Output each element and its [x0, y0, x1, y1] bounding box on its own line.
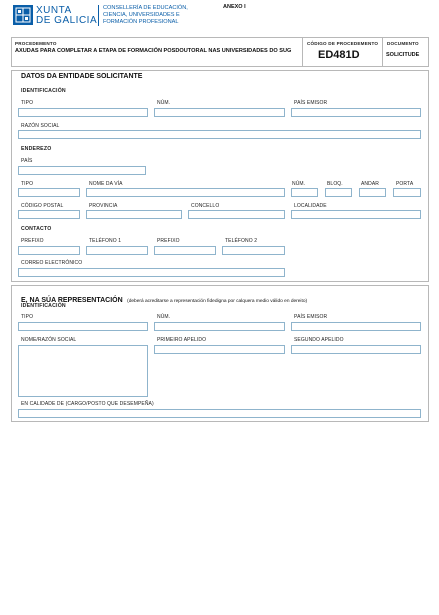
entity-pais-emisor-label: PAÍS EMISOR [294, 100, 328, 106]
procedure-divider-1 [302, 37, 303, 67]
localidade-field[interactable] [291, 210, 421, 219]
tipo-via-field[interactable] [18, 188, 80, 197]
document-type: SOLICITUDE [386, 52, 420, 58]
nome-via-field[interactable] [86, 188, 285, 197]
rep-pais-emisor-field[interactable] [291, 322, 421, 331]
num-via-label: NÚM. [292, 181, 306, 187]
xunta-logo [13, 5, 33, 25]
pais-label: PAÍS [21, 158, 33, 164]
entity-num-field[interactable] [154, 108, 285, 117]
department-line2: CIENCIA, UNIVERSIDADES E [103, 12, 180, 18]
brand-name-line2: DE GALICIA [36, 15, 98, 26]
prefixo2-label: PREFIXO [157, 238, 180, 244]
prefixo1-label: PREFIXO [21, 238, 44, 244]
porta-field[interactable] [393, 188, 421, 197]
rep-num-field[interactable] [154, 322, 285, 331]
telefono1-label: TELÉFONO 1 [89, 238, 122, 244]
procedure-label: PROCEDEMENTO [15, 41, 57, 46]
document-label: DOCUMENTO [387, 41, 419, 46]
nome-via-label: NOME DA VÍA [89, 181, 123, 187]
telefono2-field[interactable] [222, 246, 285, 255]
rep-calidade-label: EN CALIDADE DE (CARGO/POSTO QUE DESEMPEÑA) [21, 401, 154, 407]
procedure-divider-2 [382, 37, 383, 67]
representative-title: E, NA SÚA REPRESENTACIÓN [21, 297, 123, 304]
rep-identification-heading: IDENTIFICACIÓN [21, 303, 66, 309]
entity-pais-emisor-field[interactable] [291, 108, 421, 117]
entity-tipo-label: TIPO [21, 100, 34, 106]
andar-label: ANDAR [361, 181, 380, 187]
cod-postal-field[interactable] [18, 210, 80, 219]
email-field[interactable] [18, 268, 285, 277]
telefono1-field[interactable] [86, 246, 148, 255]
brand-name-line1: XUNTA [36, 5, 72, 16]
procedure-code-label: CÓDIGO DE PROCEDEMENTO [307, 41, 379, 46]
department-line1: CONSELLERÍA DE EDUCACIÓN, [103, 5, 188, 11]
razon-social-label: RAZÓN SOCIAL [21, 123, 60, 129]
rep-num-label: NÚM. [157, 314, 171, 320]
provincia-field[interactable] [86, 210, 182, 219]
num-via-field[interactable] [291, 188, 318, 197]
prefixo1-field[interactable] [18, 246, 80, 255]
rep-segundo-label: SEGUNDO APELIDO [294, 337, 344, 343]
tipo-via-label: TIPO [21, 181, 34, 187]
email-label: CORREO ELECTRÓNICO [21, 260, 83, 266]
rep-tipo-label: TIPO [21, 314, 34, 320]
rep-segundo-field[interactable] [291, 345, 421, 354]
provincia-label: PROVINCIA [89, 203, 118, 209]
pais-field[interactable] [18, 166, 146, 175]
rep-pais-emisor-label: PAÍS EMISOR [294, 314, 328, 320]
concello-field[interactable] [188, 210, 285, 219]
rep-primeiro-label: PRIMEIRO APELIDO [157, 337, 207, 343]
localidade-label: LOCALIDADE [294, 203, 327, 209]
department-line3: FORMACIÓN PROFESIONAL [103, 19, 179, 25]
rep-primeiro-field[interactable] [154, 345, 285, 354]
annex-label: ANEXO I [223, 4, 246, 10]
rep-nome-label: NOME/RAZÓN SOCIAL [21, 337, 77, 343]
telefono2-label: TELÉFONO 2 [225, 238, 258, 244]
entity-tipo-field[interactable] [18, 108, 148, 117]
cod-postal-label: CÓDIGO POSTAL [21, 203, 64, 209]
procedure-code: ED481D [318, 49, 360, 61]
address-heading: ENDEREZO [21, 146, 52, 152]
contact-heading: CONTACTO [21, 226, 52, 232]
andar-field[interactable] [359, 188, 386, 197]
rep-calidade-field[interactable] [18, 409, 421, 418]
bloq-field[interactable] [325, 188, 352, 197]
concello-label: CONCELLO [191, 203, 220, 209]
procedure-title: AXUDAS PARA COMPLETAR A ETAPA DE FORMACIÓN POSDOUTORAL NAS UNIVERSIDADES DO SUG [15, 48, 292, 54]
rep-tipo-field[interactable] [18, 322, 148, 331]
prefixo2-field[interactable] [154, 246, 216, 255]
razon-social-field[interactable] [18, 130, 421, 139]
bloq-label: BLOQ. [327, 181, 343, 187]
entity-num-label: NÚM. [157, 100, 171, 106]
identification-heading: IDENTIFICACIÓN [21, 88, 66, 94]
header-divider [98, 5, 99, 26]
entity-section-title: DATOS DA ENTIDADE SOLICITANTE [21, 73, 143, 80]
porta-label: PORTA [396, 181, 414, 187]
representative-note: (deberá acreditarse a representación fidedigna por calquera medio válido en dereito) [127, 299, 308, 304]
rep-nome-field[interactable] [18, 345, 148, 397]
